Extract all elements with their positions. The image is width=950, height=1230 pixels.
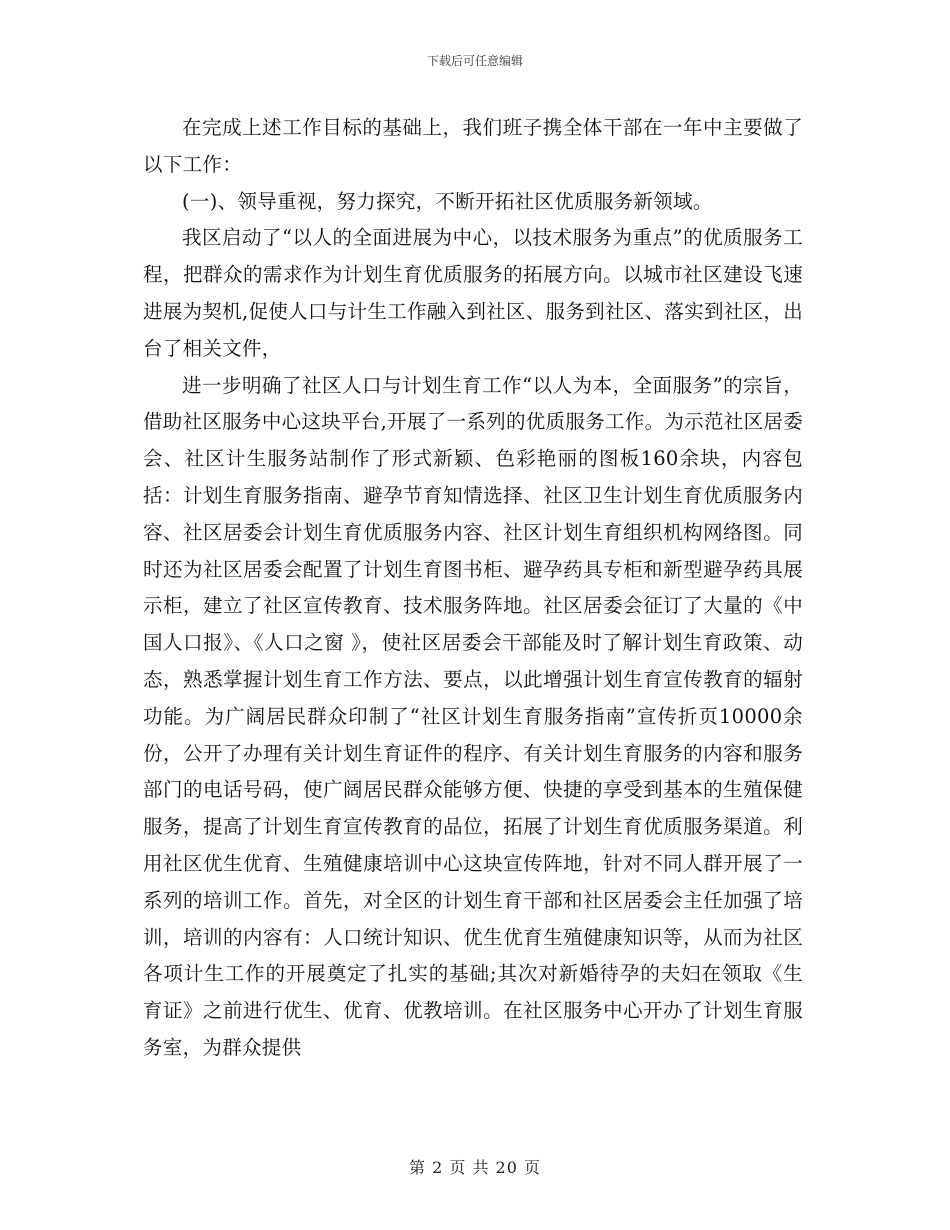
page-header: 下载后可任意编辑 <box>426 54 523 68</box>
paragraph-intro: 在完成上述工作目标的基础上，我们班子携全体干部在一年中主要做了以下工作： <box>143 116 803 176</box>
document-body <box>143 110 803 1067</box>
section-heading: (一)、领导重视，努力探究，不断开拓社区优质服务新领域。 <box>182 189 713 213</box>
paragraph-details: 进一步明确了社区人口与计划生育工作“以人为本，全面服务”的宗旨，借助社区服务中心这块平台,开展了一系列的优质服务工作。为示范社区居委会、社区计生服务站制作了形式新颖、色彩艳丽的图板160余块，内容包括：计划生育服务指南、避孕节育知情选择、社区卫生计划生育优质服务内容、社区居委会计划生育优质服务内容、社区计划生育组织机构网络图。同时还为社区居委会配置了计划生育图书柜、避孕药具专柜和新型避孕药具展示柜，建立了社区宣传教育、技术服务阵地。社区居委会征订了大量的《中国人口报》、《人口之窗 》，使社区居委会干部能及时了解计划生育政策、动态，熟悉掌握计划生育工作方法、要点，以此增强计划生育宣传教育的辐射功能。为广阔居民群众印制了“社区计划生育服务指南”宣传折页10000余份，公开了办理有关计划生育证件的程序、有关计划生育服务的内容和服务部门的电话号码，使广阔居民群众能够方便、快捷的享受到基本的生殖保健服务，提高了计划生育宣传教育的品位，拓展了计划生育优质服务渠道。利用社区优生优育、生殖健康培训中心这块宣传阵地，针对不同人群开展了一系列的培训工作。首先，对全区的计划生育干部和社区居委会主任加强了培训，培训的内容有：人口统计知识、优生优育生殖健康知识等，从而为社区各项计生工作的开展奠定了扎实的基础;其次对新婚待孕的夫妇在领取《生育证》之前进行优生、优育、优教培训。在社区服务中心开办了计划生育服务室，为群众提供 <box>143 373 803 1059</box>
paragraph-project: 我区启动了“以人的全面进展为中心，以技术服务为重点”的优质服务工程，把群众的需求作为计划生育优质服务的拓展方向。以城市社区建设飞速进展为契机,促使人口与计生工作融入到社区、服务到社区、落实到社区，出台了相关文件， <box>143 226 803 360</box>
page-number: 第 2 页 共 20 页 <box>409 1158 541 1177</box>
